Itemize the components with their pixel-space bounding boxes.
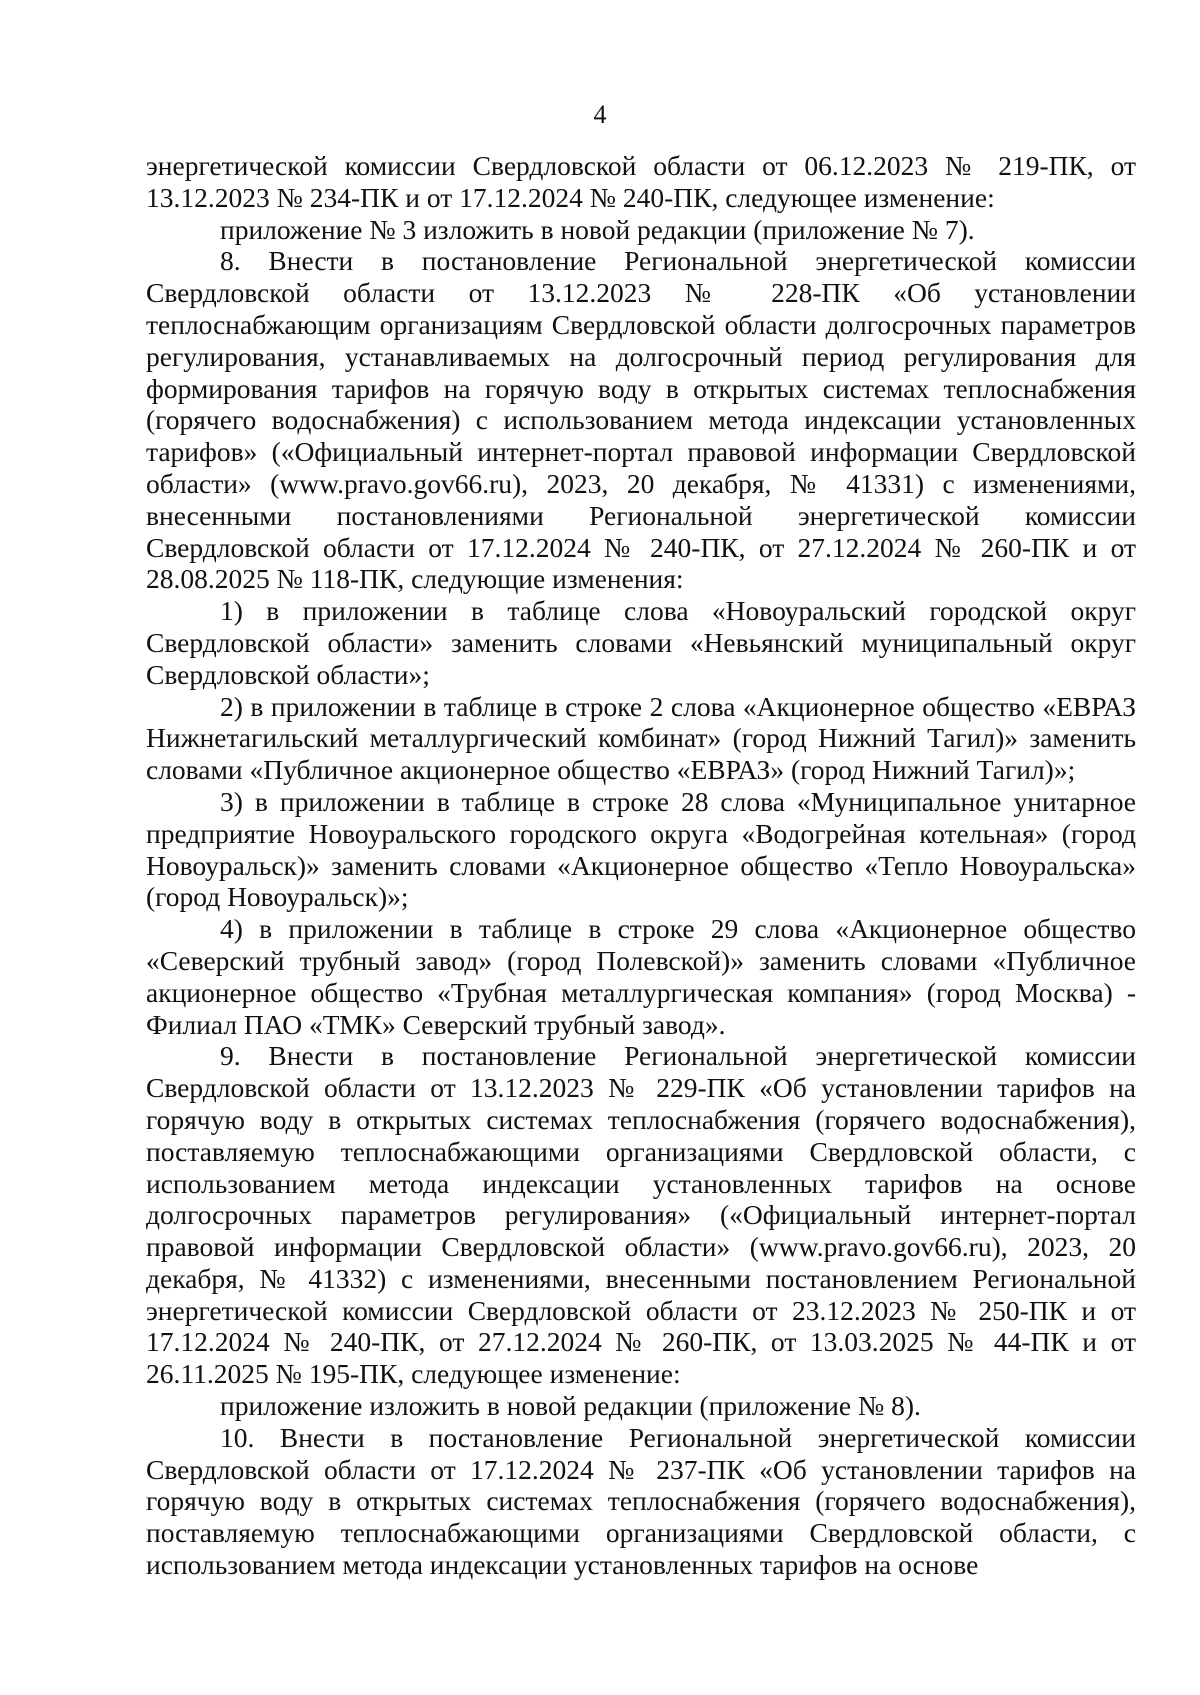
page-number: 4 bbox=[593, 100, 607, 129]
paragraph-appendix-8: приложение изложить в новой редакции (приложение № 8). bbox=[220, 1390, 921, 1422]
paragraph-subitem-2: 2) в приложении в таблице в строке 2 слова «Акционерное общество «ЕВРАЗ Нижнетагильский металлургический комбинат» (город Нижний Тагил)» заменить словами «Публичное акционерное общество «ЕВРАЗ» (город Нижний Тагил)»; bbox=[146, 690, 1136, 786]
paragraph-item-10: 10. Внести в постановление Региональной энергетической комиссии Свердловской области от 17.12.2024 № 237-ПК «Об установлении тарифов на горячую воду в открытых системах теплоснабжения (горячего водоснабжения), поставляемую теплоснабжающими организациями Свердловской области, с использованием метода индексации установленных тарифов на основе bbox=[146, 1421, 1136, 1581]
paragraph-item-8: 8. Внести в постановление Региональной энергетической комиссии Свердловской области от 13.12.2023 № 228-ПК «Об установлении теплоснабжающим организациям Свердловской области долгосрочных параметров регулирования, устанавливаемых на долгосрочный период регулирования для формирования тарифов на горячую воду в открытых системах теплоснабжения (горячего водоснабжения) с использованием метода индексации установленных тарифов» («Официальный интернет-портал правовой информации Свердловской области» (www.pravo.gov66.ru), 2023, 20 декабря, № 41331) с изменениями, внесенными постановлениями Региональной энергетической комиссии Свердловской области от 17.12.2024 № 240-ПК, от 27.12.2024 № 260-ПК и от 28.08.2025 № 118-ПК, следующие изменения: bbox=[146, 245, 1136, 595]
paragraph-subitem-1: 1) в приложении в таблице слова «Новоуральский городской округ Свердловской области» заменить словами «Невьянский муниципальный округ Свердловской области»; bbox=[146, 595, 1136, 690]
paragraph-subitem-4: 4) в приложении в таблице в строке 29 слова «Акционерное общество «Северский трубный завод» (город Полевской)» заменить словами «Публичное акционерное общество «Трубная металлургическая компания» (город Москва) - Филиал ПАО «ТМК» Северский трубный завод». bbox=[146, 913, 1136, 1040]
paragraph-continuation: энергетической комиссии Свердловской области от 06.12.2023 № 219-ПК, от 13.12.2023 № 234-ПК и от 17.12.2024 № 240-ПК, следующее изменение: bbox=[146, 150, 1136, 213]
document-body bbox=[146, 150, 1136, 1581]
paragraph-subitem-3: 3) в приложении в таблице в строке 28 слова «Муниципальное унитарное предприятие Новоуральского городского округа «Водогрейная котельная» (город Новоуральск)» заменить словами «Акционерное общество «Тепло Новоуральска» (город Новоуральск)»; bbox=[146, 785, 1136, 913]
paragraph-item-9: 9. Внести в постановление Региональной энергетической комиссии Свердловской области от 13.12.2023 № 229-ПК «Об установлении тарифов на горячую воду в открытых системах теплоснабжения (горячего водоснабжения), поставляемую теплоснабжающими организациями Свердловской области, с использованием метода индексации установленных тарифов на основе долгосрочных параметров регулирования» («Официальный интернет-портал правовой информации Свердловской области» (www.pravo.gov66.ru), 2023, 20 декабря, № 41332) с изменениями, внесенными постановлением Региональной энергетической комиссии Свердловской области от 23.12.2023 № 250-ПК и от 17.12.2024 № 240-ПК, от 27.12.2024 № 260-ПК, от 13.03.2025 № 44-ПК и от 26.11.2025 № 195-ПК, следующее изменение: bbox=[146, 1040, 1136, 1390]
paragraph-appendix-7: приложение № 3 изложить в новой редакции (приложение № 7). bbox=[220, 213, 975, 245]
